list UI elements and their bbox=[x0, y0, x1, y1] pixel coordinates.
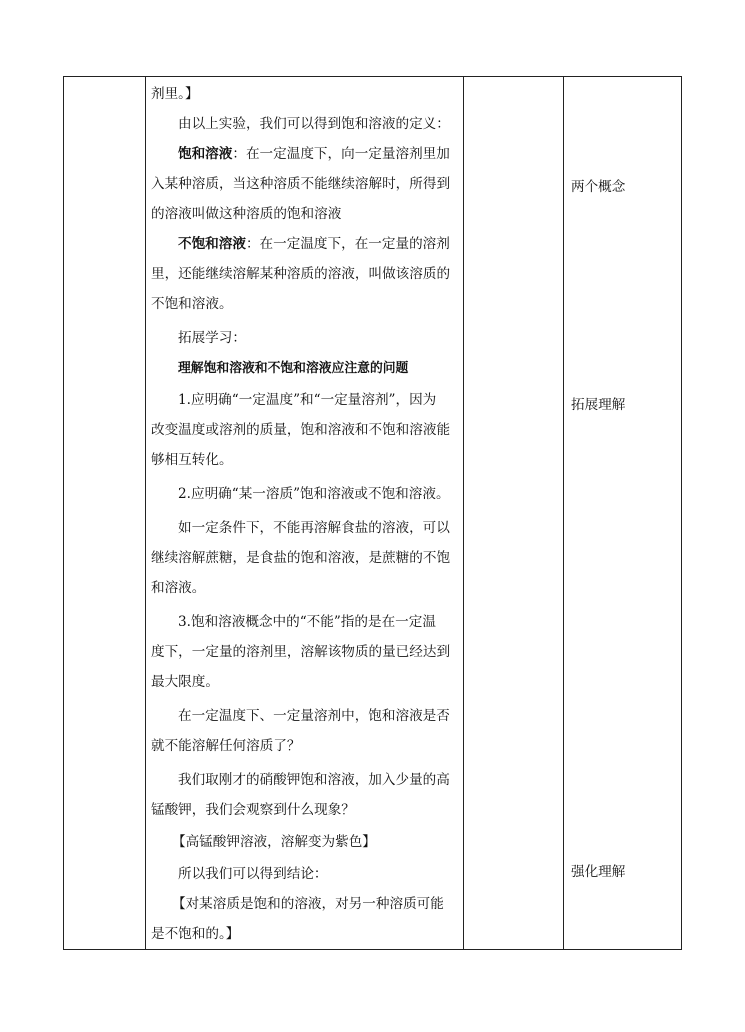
text-line bbox=[178, 234, 460, 254]
section-heading: 理解饱和溶液和不饱和溶液应注意的问题 bbox=[178, 361, 409, 376]
text-line: 和溶液。 bbox=[151, 580, 206, 596]
text-line: 够相互转化。 bbox=[151, 452, 233, 468]
text-line: 由以上实验，我们可以得到饱和溶液的定义： bbox=[178, 116, 450, 132]
text-line: 3.饱和溶液概念中的“不能”指的是在一定温 bbox=[178, 614, 436, 630]
text-line: 改变温度或溶剂的质量，饱和溶液和不饱和溶液能 bbox=[151, 422, 451, 438]
text-line: 2.应明确“某一溶质”饱和溶液或不饱和溶液。 bbox=[178, 486, 450, 502]
text-line: 里，还能继续溶解某种溶质的溶液，叫做该溶质的 bbox=[151, 266, 451, 282]
text-line: 1.应明确“一定温度”和“一定量溶剂”，因为 bbox=[178, 392, 437, 408]
term-saturated-solution: 饱和溶液 bbox=[178, 146, 233, 162]
text-line: 在一定温度下、一定量溶剂中，饱和溶液是否 bbox=[178, 708, 450, 724]
note-extend-understanding: 拓展理解 bbox=[571, 397, 626, 413]
text-line: 锰酸钾，我们会观察到什么现象？ bbox=[151, 802, 355, 818]
note-two-concepts: 两个概念 bbox=[571, 179, 626, 195]
text-line: 拓展学习： bbox=[178, 330, 246, 346]
definition-text: ：在一定温度下，向一定量溶剂里加 bbox=[232, 146, 450, 162]
text-line: 【对某溶质是饱和的溶液，对另一种溶质可能 bbox=[172, 896, 444, 912]
text-line: 如一定条件下，不能再溶解食盐的溶液，可以 bbox=[178, 520, 450, 536]
text-line: 【高锰酸钾溶液，溶解变为紫色】 bbox=[172, 834, 376, 850]
content-cell bbox=[146, 77, 464, 949]
text-line: 的溶液叫做这种溶质的饱和溶液 bbox=[151, 206, 342, 222]
note-reinforce-understanding: 强化理解 bbox=[571, 864, 626, 880]
text-line: 剂里。】 bbox=[151, 86, 199, 102]
text-line: 不饱和溶液。 bbox=[151, 296, 233, 312]
text-line bbox=[178, 144, 460, 164]
definition-text: ：在一定温度下，在一定量的溶剂 bbox=[245, 236, 450, 252]
text-line: 继续溶解蔗糖，是食盐的饱和溶液，是蔗糖的不饱 bbox=[151, 550, 451, 566]
text-line: 所以我们可以得到结论： bbox=[178, 866, 328, 882]
text-line: 我们取刚才的硝酸钾饱和溶液，加入少量的高 bbox=[178, 772, 450, 788]
text-line: 入某种溶质，当这种溶质不能继续溶解时，所得到 bbox=[151, 176, 451, 192]
text-line: 是不饱和的。】 bbox=[151, 926, 240, 942]
lesson-table bbox=[63, 76, 682, 950]
text-line: 就不能溶解任何溶质了？ bbox=[151, 738, 301, 754]
text-line: 度下，一定量的溶剂里，溶解该物质的量已经达到 bbox=[151, 644, 451, 660]
term-unsaturated-solution: 不饱和溶液 bbox=[178, 236, 246, 252]
text-line: 最大限度。 bbox=[151, 674, 219, 690]
column-divider bbox=[563, 77, 564, 949]
